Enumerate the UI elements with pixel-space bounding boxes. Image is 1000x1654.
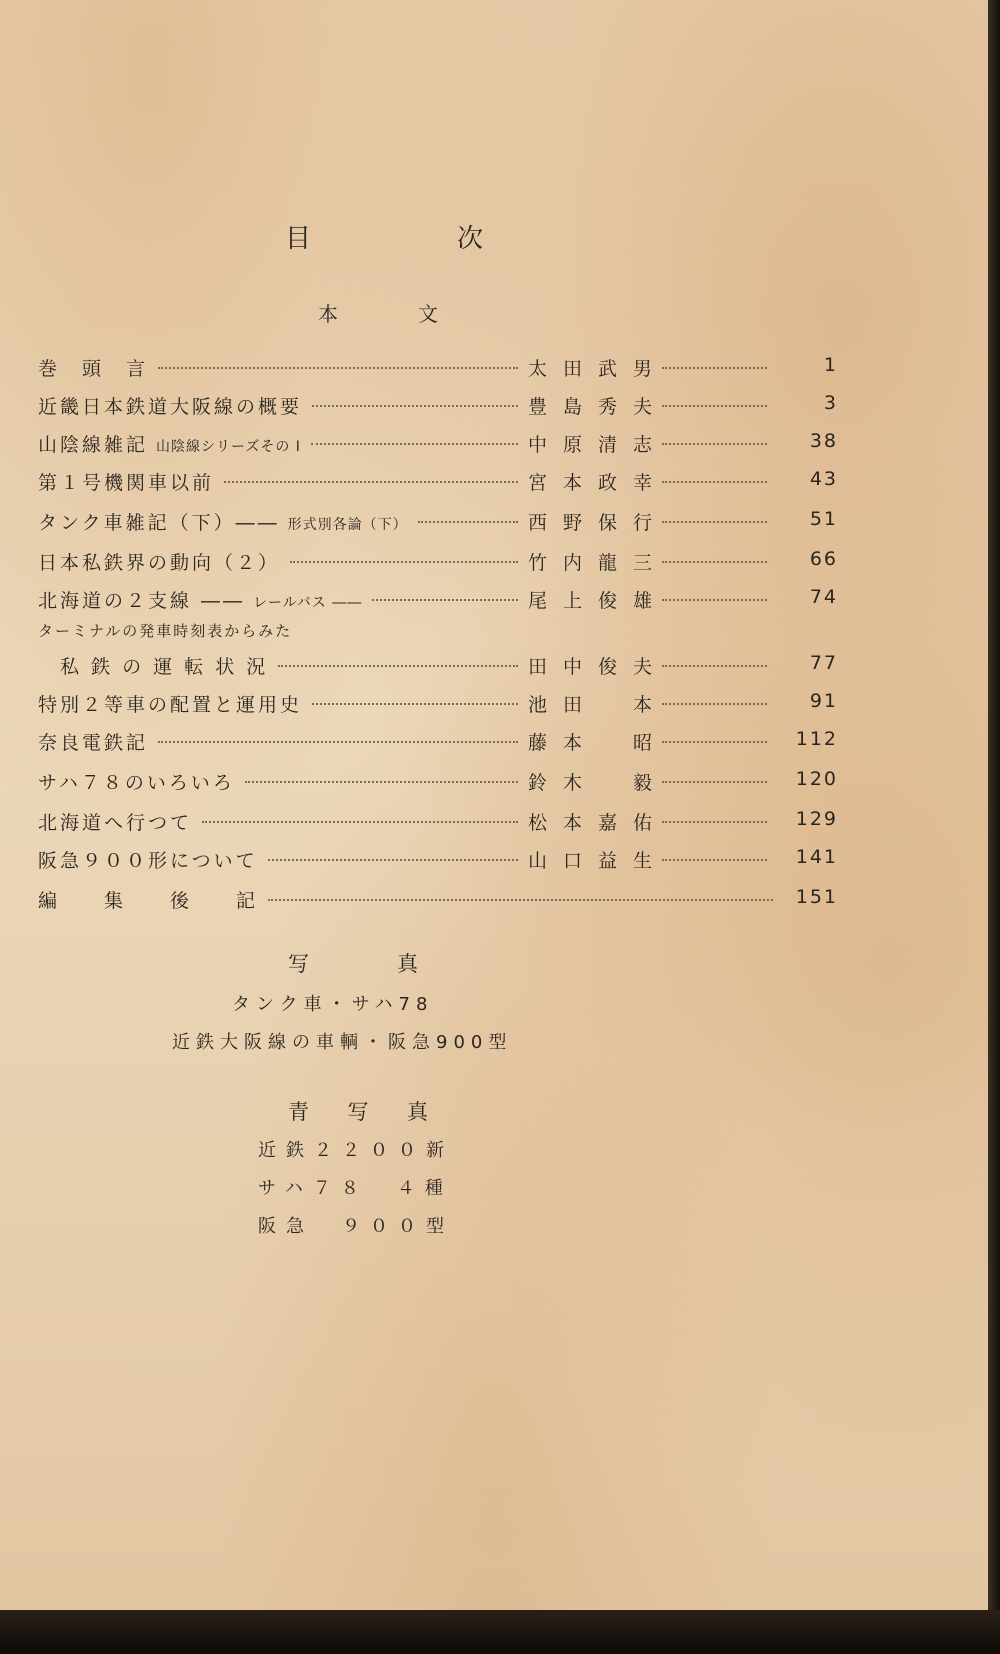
toc-entry xyxy=(38,690,838,720)
toc-entry-page: 1 xyxy=(823,354,838,376)
photos-line-2: 近鉄大阪線の車輌・阪急900型 xyxy=(172,1032,513,1053)
blueprints-line-1: 近鉄２２００新 xyxy=(258,1140,454,1161)
toc-entry xyxy=(38,468,838,498)
photos-heading-char-1: 写 xyxy=(288,952,309,976)
dot-leader xyxy=(278,665,518,667)
toc-entry-title-text: 山陰線雑記 xyxy=(38,434,149,456)
toc-entry-page: 91 xyxy=(809,690,838,712)
dot-leader xyxy=(662,821,767,823)
dot-leader xyxy=(312,405,518,407)
toc-entry-author: 太田武男 xyxy=(528,358,669,380)
toc-entry-title-text: 阪急９００形について xyxy=(38,850,258,872)
toc-entry-author: 竹内龍三 xyxy=(528,552,669,574)
section-main-heading xyxy=(318,298,438,327)
dot-leader xyxy=(662,561,767,563)
dot-leader xyxy=(662,703,767,705)
toc-entry xyxy=(38,886,838,916)
dot-leader xyxy=(224,481,518,483)
toc-entry xyxy=(38,586,838,616)
dot-leader xyxy=(418,521,518,523)
toc-entry-title-text: 北海道へ行つて xyxy=(38,812,193,834)
dot-leader xyxy=(202,821,518,823)
toc-entry-title-text: 第１号機関車以前 xyxy=(38,472,215,494)
blueprints-heading-char-2: 写 xyxy=(347,1100,369,1124)
toc-entry-title xyxy=(38,808,192,835)
toc-entry-page: 38 xyxy=(809,430,838,452)
toc-entry-author: 松本嘉佑 xyxy=(528,812,669,834)
book-spine-edge xyxy=(988,0,1000,1620)
toc-entry-title xyxy=(38,846,258,873)
toc-entry-title-text: 日本私鉄界の動向（２） xyxy=(38,552,281,574)
toc-entry-page: 66 xyxy=(809,548,838,570)
section-main-char-1: 本 xyxy=(318,302,338,326)
dot-leader xyxy=(290,561,518,563)
toc-entry-title-text: 北海道の２支線 ―― xyxy=(38,590,246,612)
toc-entry-page: 129 xyxy=(795,808,838,830)
toc-entry-author: 西野保行 xyxy=(528,512,669,534)
dot-leader xyxy=(662,443,767,445)
toc-entry-title-text: タンク車雑記（下）―― xyxy=(38,512,280,534)
toc-title-char-1: 目 xyxy=(285,224,314,254)
bottom-shadow xyxy=(0,1610,1000,1654)
toc-entry-title xyxy=(38,768,235,795)
toc-entry-page: 77 xyxy=(809,652,838,674)
dot-leader xyxy=(662,481,767,483)
toc-entry-title-text: 特別２等車の配置と運用史 xyxy=(38,694,303,716)
toc-entry-subtitle: 形式別各論（下） xyxy=(287,517,408,533)
dot-leader xyxy=(158,741,518,743)
toc-entry-title-text: サハ７８のいろいろ xyxy=(38,772,235,794)
photos-heading-char-2: 真 xyxy=(397,952,418,976)
dot-leader xyxy=(662,781,767,783)
toc-entry xyxy=(38,768,838,798)
dot-leader xyxy=(662,599,767,601)
dot-leader xyxy=(662,405,767,407)
toc-entry-page: 141 xyxy=(795,846,838,868)
toc-entry-subtitle: レールバス ―― xyxy=(253,595,363,611)
toc-entry-author: 池田 本 xyxy=(528,694,669,716)
toc-entry xyxy=(38,728,838,758)
toc-entry xyxy=(38,354,838,384)
toc-title xyxy=(285,218,485,255)
dot-leader xyxy=(662,859,767,861)
toc-entry xyxy=(38,622,838,682)
blueprints-line-3: 阪急 ９００型 xyxy=(258,1216,454,1237)
dot-leader xyxy=(662,367,767,369)
toc-entry-title-text: 近畿日本鉄道大阪線の概要 xyxy=(38,396,303,418)
toc-entry-title-text: 奈良電鉄記 xyxy=(38,732,149,754)
toc-entry-title xyxy=(38,508,408,535)
toc-entry-author: 尾上俊雄 xyxy=(528,590,669,612)
dot-leader xyxy=(245,781,518,783)
toc-entry-author: 宮本政幸 xyxy=(528,472,669,494)
toc-entry-title xyxy=(38,586,362,613)
toc-entry-pretitle: ターミナルの発車時刻表からみた xyxy=(38,622,293,640)
toc-entry-title xyxy=(38,392,302,419)
toc-entry-title-text: 私 鉄 の 運 転 状 況 xyxy=(38,656,269,678)
dot-leader xyxy=(372,599,518,601)
toc-entry-subtitle: 山陰線シリーズその I xyxy=(156,439,301,455)
toc-entry xyxy=(38,430,838,460)
toc-entry-author: 豊島秀夫 xyxy=(528,396,669,418)
dot-leader xyxy=(268,899,773,901)
dot-leader xyxy=(311,443,518,445)
toc-entry-page: 3 xyxy=(823,392,838,414)
toc-entry-title xyxy=(38,728,148,755)
blueprints-heading-char-1: 青 xyxy=(288,1100,309,1124)
dot-leader xyxy=(662,521,767,523)
section-main-char-2: 文 xyxy=(418,302,438,326)
toc-entry-page: 43 xyxy=(809,468,838,490)
toc-entry xyxy=(38,548,838,578)
toc-entry-author: 中原清志 xyxy=(528,434,669,456)
toc-entry-title xyxy=(38,690,302,717)
toc-entry-title xyxy=(38,886,258,913)
dot-leader xyxy=(312,703,518,705)
toc-entry-author: 藤本 昭 xyxy=(528,732,669,754)
toc-entry-title xyxy=(38,652,268,679)
dot-leader xyxy=(158,367,518,369)
blueprints-heading-char-3: 真 xyxy=(407,1100,428,1124)
dot-leader xyxy=(662,665,767,667)
toc-entry-title-text: 編 集 後 記 xyxy=(38,890,259,912)
toc-entry-author: 山口益生 xyxy=(528,850,669,872)
toc-title-char-2: 次 xyxy=(456,224,485,254)
photos-heading xyxy=(288,948,418,978)
photos-line-1: タンク車・サハ78 xyxy=(232,994,434,1015)
toc-entry-title xyxy=(38,468,214,495)
toc-entry-title xyxy=(38,548,280,575)
toc-entry xyxy=(38,392,838,422)
toc-entry-page: 120 xyxy=(795,768,838,790)
toc-entry-page: 151 xyxy=(795,886,838,908)
toc-entry-page: 51 xyxy=(809,508,838,530)
toc-entry-author: 田中俊夫 xyxy=(528,656,669,678)
toc-entry-page: 112 xyxy=(795,728,838,750)
toc-entry-title-text: 巻 頭 言 xyxy=(38,358,149,380)
blueprints-line-2: サハ７８ ４種 xyxy=(258,1178,453,1199)
dot-leader xyxy=(268,859,518,861)
toc-entry-author: 鈴木 毅 xyxy=(528,772,669,794)
toc-entry xyxy=(38,508,838,538)
toc-entry xyxy=(38,846,838,876)
toc-entry-page: 74 xyxy=(809,586,838,608)
dot-leader xyxy=(662,741,767,743)
toc-entry-title xyxy=(38,354,148,381)
toc-entry xyxy=(38,808,838,838)
blueprints-heading xyxy=(288,1096,428,1126)
toc-entry-title xyxy=(38,430,301,457)
